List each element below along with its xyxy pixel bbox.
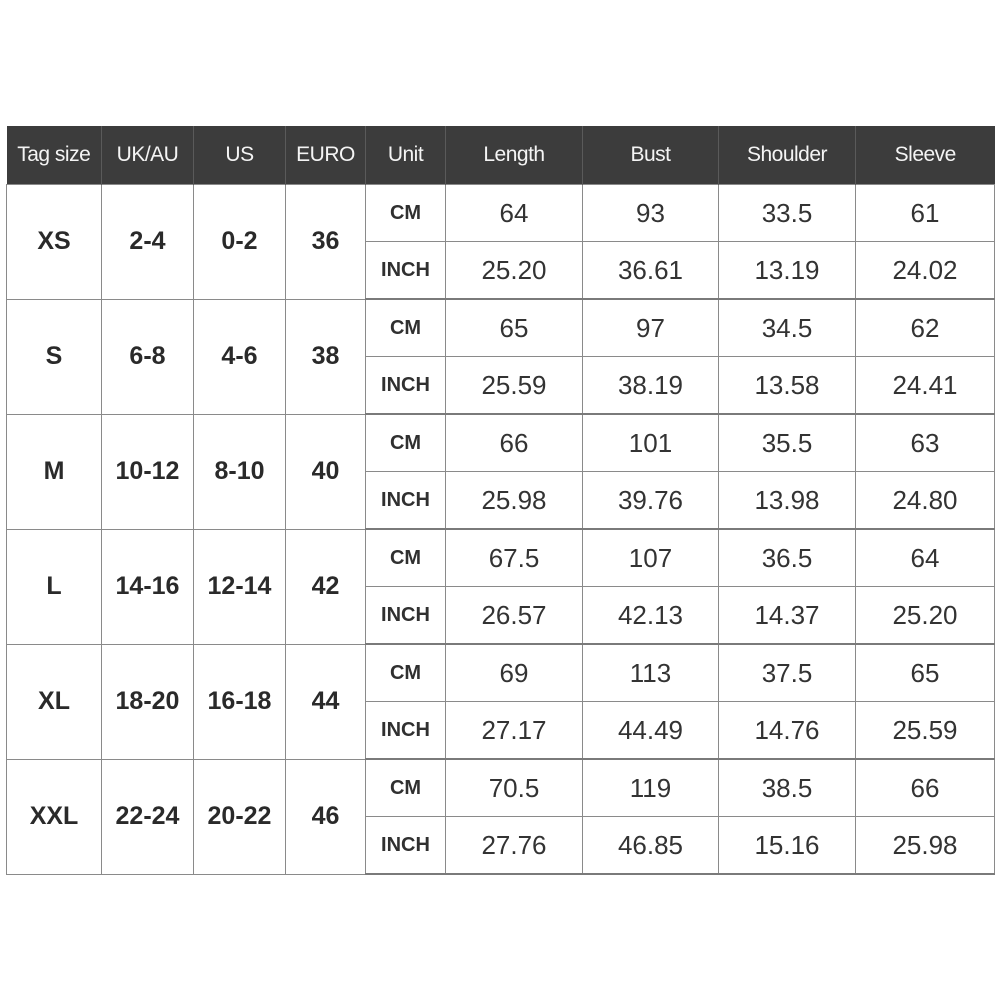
euro-cell: 38	[286, 299, 366, 414]
sleeve-cell: 25.98	[856, 817, 995, 875]
table-row	[7, 529, 995, 587]
bust-cell: 93	[583, 185, 719, 242]
table-header	[7, 126, 995, 185]
shoulder-cell: 14.37	[719, 587, 856, 645]
uk-au-cell: 18-20	[102, 644, 194, 759]
unit-cell: INCH	[366, 587, 446, 645]
shoulder-cell: 38.5	[719, 759, 856, 817]
sleeve-cell: 64	[856, 529, 995, 587]
length-cell: 66	[446, 414, 583, 472]
uk-au-cell: 22-24	[102, 759, 194, 874]
header-unit: Unit	[366, 126, 446, 185]
unit-cell: CM	[366, 644, 446, 702]
shoulder-cell: 35.5	[719, 414, 856, 472]
us-cell: 4-6	[194, 299, 286, 414]
header-row	[7, 126, 995, 185]
shoulder-cell: 15.16	[719, 817, 856, 875]
shoulder-cell: 34.5	[719, 299, 856, 357]
length-cell: 25.20	[446, 242, 583, 300]
header-length: Length	[446, 126, 583, 185]
unit-cell: INCH	[366, 242, 446, 300]
length-cell: 25.98	[446, 472, 583, 530]
header-tag-size: Tag size	[7, 126, 102, 185]
unit-cell: CM	[366, 299, 446, 357]
shoulder-cell: 13.19	[719, 242, 856, 300]
shoulder-cell: 33.5	[719, 185, 856, 242]
bust-cell: 36.61	[583, 242, 719, 300]
tag-size-cell: XL	[7, 644, 102, 759]
unit-cell: CM	[366, 759, 446, 817]
length-cell: 70.5	[446, 759, 583, 817]
us-cell: 20-22	[194, 759, 286, 874]
table-row	[7, 299, 995, 357]
length-cell: 65	[446, 299, 583, 357]
sleeve-cell: 24.41	[856, 357, 995, 415]
shoulder-cell: 14.76	[719, 702, 856, 760]
sleeve-cell: 25.59	[856, 702, 995, 760]
us-cell: 8-10	[194, 414, 286, 529]
uk-au-cell: 14-16	[102, 529, 194, 644]
bust-cell: 113	[583, 644, 719, 702]
unit-cell: CM	[366, 529, 446, 587]
length-cell: 69	[446, 644, 583, 702]
sleeve-cell: 65	[856, 644, 995, 702]
sleeve-cell: 61	[856, 185, 995, 242]
sleeve-cell: 63	[856, 414, 995, 472]
euro-cell: 46	[286, 759, 366, 874]
header-bust: Bust	[583, 126, 719, 185]
sleeve-cell: 62	[856, 299, 995, 357]
bust-cell: 42.13	[583, 587, 719, 645]
euro-cell: 40	[286, 414, 366, 529]
header-euro: EURO	[286, 126, 366, 185]
table-row	[7, 759, 995, 817]
length-cell: 27.76	[446, 817, 583, 875]
tag-size-cell: XS	[7, 185, 102, 300]
sleeve-cell: 25.20	[856, 587, 995, 645]
unit-cell: CM	[366, 185, 446, 242]
tag-size-cell: M	[7, 414, 102, 529]
unit-cell: INCH	[366, 817, 446, 875]
table-row	[7, 185, 995, 242]
header-sleeve: Sleeve	[856, 126, 995, 185]
bust-cell: 107	[583, 529, 719, 587]
unit-cell: CM	[366, 414, 446, 472]
unit-cell: INCH	[366, 472, 446, 530]
unit-cell: INCH	[366, 702, 446, 760]
bust-cell: 97	[583, 299, 719, 357]
table-row	[7, 644, 995, 702]
euro-cell: 44	[286, 644, 366, 759]
length-cell: 26.57	[446, 587, 583, 645]
unit-cell: INCH	[366, 357, 446, 415]
uk-au-cell: 6-8	[102, 299, 194, 414]
euro-cell: 42	[286, 529, 366, 644]
shoulder-cell: 36.5	[719, 529, 856, 587]
shoulder-cell: 13.98	[719, 472, 856, 530]
length-cell: 67.5	[446, 529, 583, 587]
uk-au-cell: 2-4	[102, 185, 194, 300]
tag-size-cell: L	[7, 529, 102, 644]
size-chart-table	[6, 126, 995, 875]
uk-au-cell: 10-12	[102, 414, 194, 529]
bust-cell: 119	[583, 759, 719, 817]
bust-cell: 101	[583, 414, 719, 472]
sleeve-cell: 24.80	[856, 472, 995, 530]
table-row	[7, 414, 995, 472]
shoulder-cell: 37.5	[719, 644, 856, 702]
tag-size-cell: XXL	[7, 759, 102, 874]
header-uk-au: UK/AU	[102, 126, 194, 185]
sleeve-cell: 24.02	[856, 242, 995, 300]
length-cell: 64	[446, 185, 583, 242]
bust-cell: 39.76	[583, 472, 719, 530]
bust-cell: 44.49	[583, 702, 719, 760]
shoulder-cell: 13.58	[719, 357, 856, 415]
length-cell: 27.17	[446, 702, 583, 760]
tag-size-cell: S	[7, 299, 102, 414]
bust-cell: 46.85	[583, 817, 719, 875]
sleeve-cell: 66	[856, 759, 995, 817]
bust-cell: 38.19	[583, 357, 719, 415]
table-body	[7, 185, 995, 875]
length-cell: 25.59	[446, 357, 583, 415]
us-cell: 12-14	[194, 529, 286, 644]
header-us: US	[194, 126, 286, 185]
header-shoulder: Shoulder	[719, 126, 856, 185]
euro-cell: 36	[286, 185, 366, 300]
us-cell: 16-18	[194, 644, 286, 759]
us-cell: 0-2	[194, 185, 286, 300]
